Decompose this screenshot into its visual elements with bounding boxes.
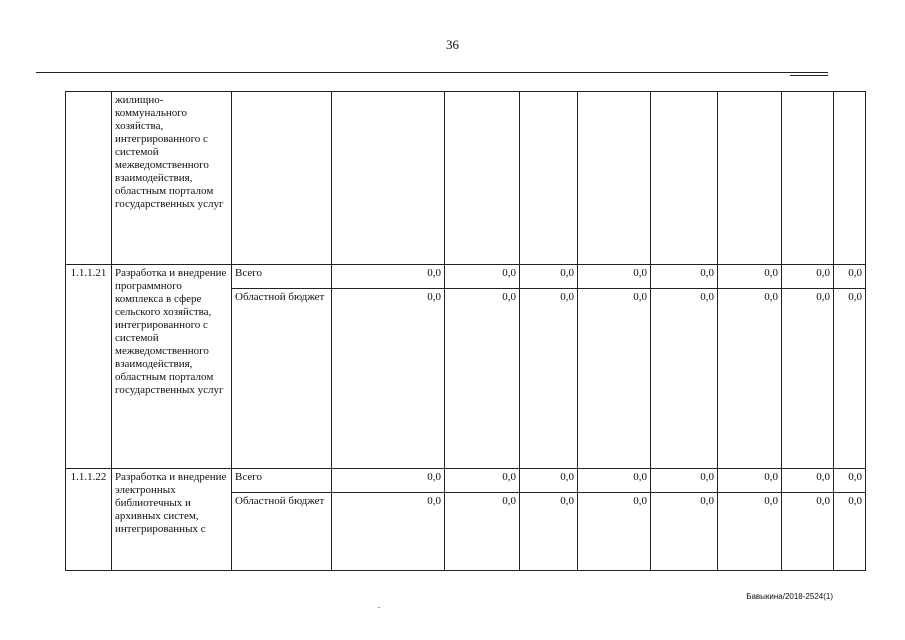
value-cell: 0,0: [332, 493, 445, 571]
value-cell: 0,0: [834, 493, 866, 571]
budget-table: [65, 91, 866, 571]
value-cell: 0,0: [520, 493, 578, 571]
value-cell: 0,0: [520, 265, 578, 289]
value-cell: 0,0: [834, 289, 866, 469]
measure-name: жилищно-коммунального хозяйства, интегрированного с системой межведомственного взаимодействия, областным порталом государственных услуг: [112, 92, 232, 265]
table-row: [66, 265, 866, 289]
header-rule-accent: [790, 75, 828, 76]
value-cell: 0,0: [651, 265, 718, 289]
funding-source: Областной бюджет: [232, 493, 332, 571]
funding-source: Областной бюджет: [232, 289, 332, 469]
value-cell: 0,0: [520, 469, 578, 493]
value-cell: 0,0: [578, 265, 651, 289]
value-cell: 0,0: [332, 469, 445, 493]
value-cell: 0,0: [445, 493, 520, 571]
value-cell: 0,0: [578, 469, 651, 493]
funding-source: Всего: [232, 265, 332, 289]
value-cell: 0,0: [445, 265, 520, 289]
value-cell: 0,0: [834, 265, 866, 289]
value-cell: 0,0: [578, 493, 651, 571]
value-cell: 0,0: [651, 493, 718, 571]
value-cell: 0,0: [782, 469, 834, 493]
value-cell: 0,0: [834, 469, 866, 493]
value-cell: 0,0: [782, 289, 834, 469]
measure-name: Разработка и внедрение программного комплекса в сфере сельского хозяйства, интегрированного с системой межведомственного взаимодействия, областным порталом государственных услуг: [112, 265, 232, 469]
value-cell: 0,0: [782, 265, 834, 289]
table-row: [66, 92, 866, 265]
funding-source: Всего: [232, 469, 332, 493]
row-number: 1.1.1.22: [66, 469, 112, 571]
table-row: [66, 469, 866, 493]
row-number: [66, 92, 112, 265]
value-cell: 0,0: [520, 289, 578, 469]
scan-speck: [378, 607, 380, 608]
value-cell: 0,0: [718, 469, 782, 493]
value-cell: 0,0: [782, 493, 834, 571]
row-number: 1.1.1.21: [66, 265, 112, 469]
value-cell: 0,0: [332, 265, 445, 289]
value-cell: 0,0: [651, 469, 718, 493]
value-cell: 0,0: [445, 289, 520, 469]
value-cell: 0,0: [718, 493, 782, 571]
measure-name: Разработка и внедрение электронных библиотечных и архивных систем, интегрированных с: [112, 469, 232, 571]
page-number: 36: [446, 37, 459, 52]
document-code: Бавыкина/2018-2524(1): [746, 592, 833, 601]
header-rule: [36, 72, 828, 73]
funding-source: [232, 92, 332, 265]
value-cell: 0,0: [445, 469, 520, 493]
value-cell: 0,0: [718, 265, 782, 289]
value-cell: 0,0: [718, 289, 782, 469]
value-cell: 0,0: [332, 289, 445, 469]
value-cell: 0,0: [651, 289, 718, 469]
value-cell: 0,0: [578, 289, 651, 469]
